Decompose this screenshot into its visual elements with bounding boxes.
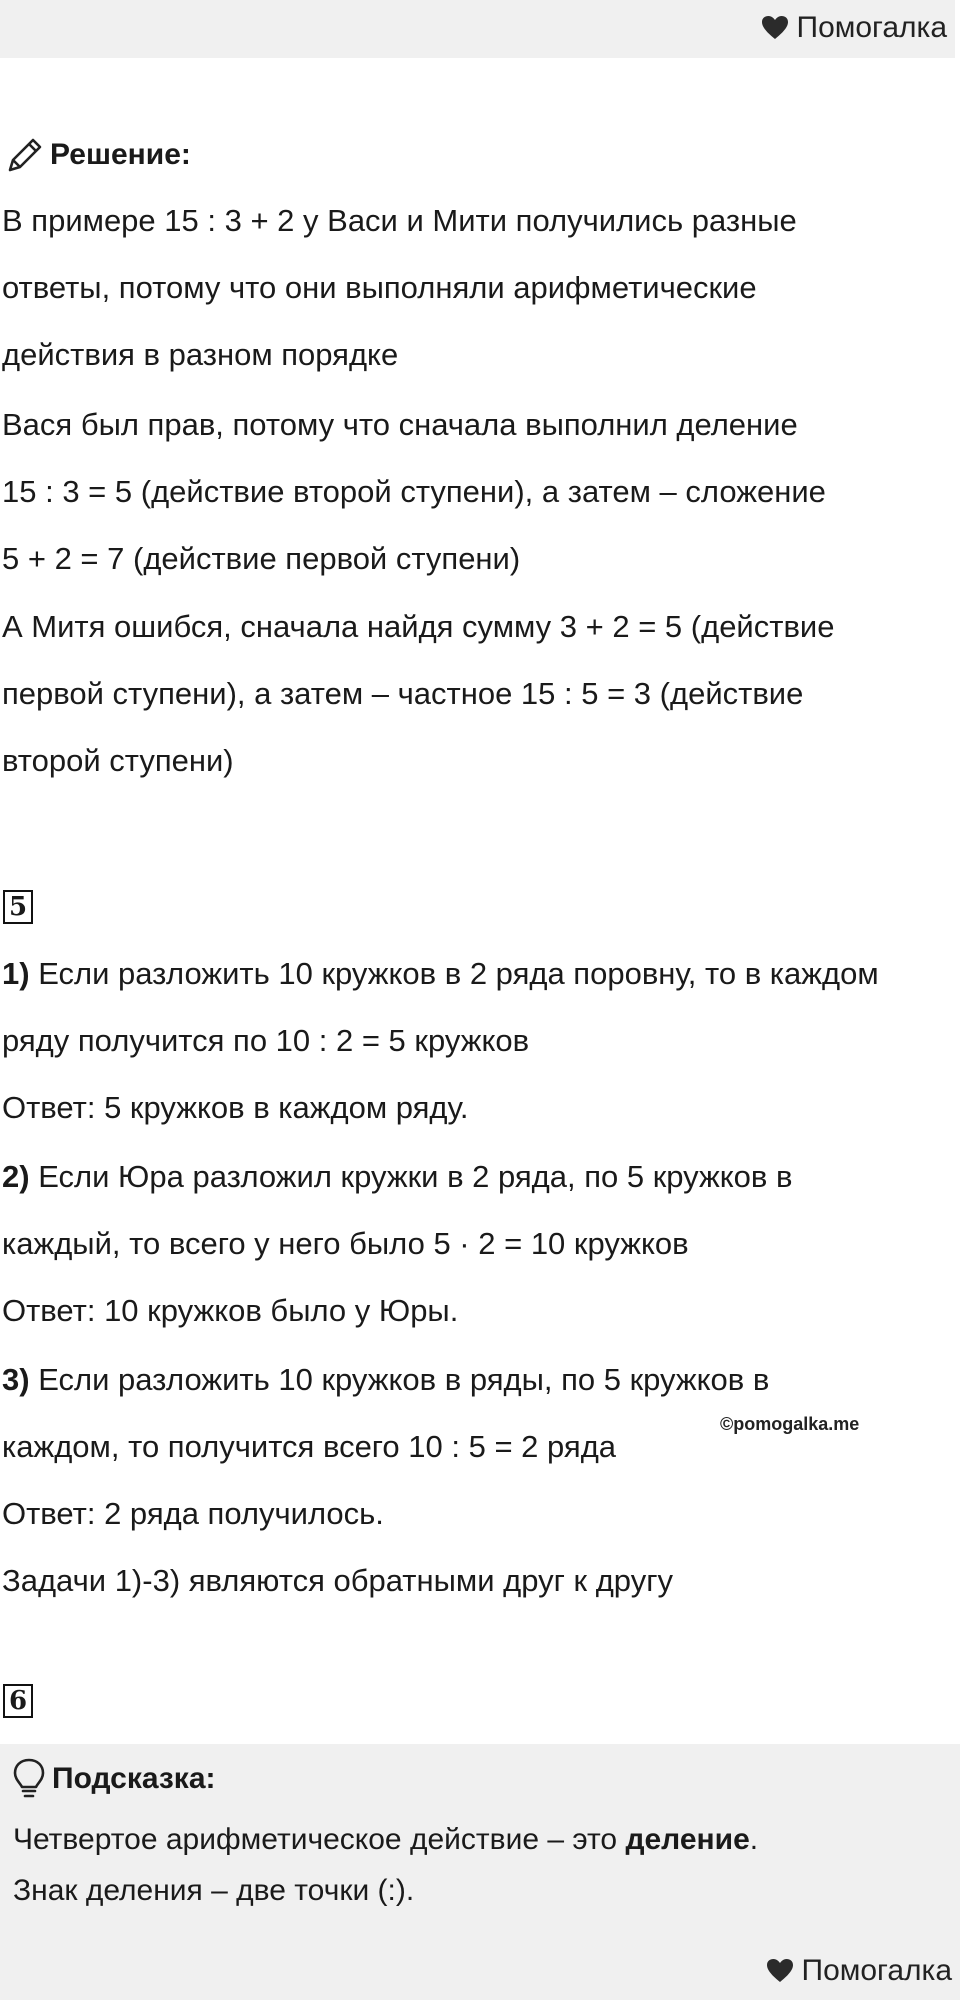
part-label: 3) [2, 1362, 30, 1397]
solution-line: второй ступени) [2, 743, 234, 778]
hint-heading [12, 1758, 216, 1800]
solution-line: ответы, потому что они выполняли арифметические [2, 270, 757, 305]
solution-line: А Митя ошибся, сначала найдя сумму 3 + 2 = 5 (действие [2, 609, 835, 644]
task5-part1-answer: Ответ: 5 кружков в каждом ряду. [2, 1090, 469, 1125]
watermark: ©pomogalka.me [720, 1414, 860, 1434]
lightbulb-icon [12, 1758, 46, 1800]
hint-title: Подсказка: [52, 1762, 216, 1795]
part-text: Если Юра разложил кружки в 2 ряда, по 5 кружков в [29, 1159, 793, 1194]
brand-name: Помогалка [801, 1954, 952, 1987]
task5-part3-line2: каждом, то получится всего 10 : 5 = 2 ряда [2, 1429, 617, 1464]
hint-text: . [749, 1823, 759, 1856]
hint-line-2: Знак деления – две точки (:). [13, 1874, 415, 1907]
task5-part3-answer: Ответ: 2 ряда получилось. [2, 1496, 384, 1531]
solution-line: первой ступени), а затем – частное 15 : 5 = 3 (действие [2, 676, 804, 711]
task5-part1-line2: ряду получится по 10 : 2 = 5 кружков [2, 1023, 530, 1058]
task5-conclusion: Задачи 1)-3) являются обратными друг к другу [2, 1563, 673, 1598]
brand-name: Помогалка [796, 11, 947, 44]
top-banner [0, 0, 955, 58]
part-text: Если разложить 10 кружков в ряды, по 5 кружков в [29, 1362, 770, 1397]
hint-text: Четвертое арифметическое действие – это [13, 1823, 626, 1856]
brand-logo[interactable] [761, 11, 948, 45]
hint-line-1 [13, 1823, 758, 1857]
hint-panel [0, 1744, 960, 2000]
part-text: Если разложить 10 кружков в 2 ряда поровну, то в каждом [29, 956, 879, 991]
heart-icon [761, 15, 789, 41]
pencil-icon [6, 136, 44, 174]
hint-bold-term: деление [625, 1823, 750, 1856]
solution-line: 15 : 3 = 5 (действие второй ступени), а затем – сложение [2, 474, 826, 509]
solution-heading [6, 136, 191, 174]
task5-part2-line2: каждый, то всего у него было 5 · 2 = 10 кружков [2, 1226, 689, 1261]
part-label: 1) [2, 956, 30, 991]
task5-part3-line1 [2, 1362, 769, 1398]
solution-line: действия в разном порядке [2, 337, 399, 372]
task5-part2-line1 [2, 1159, 792, 1195]
task5-part1-line1 [2, 956, 879, 992]
heart-icon [766, 1958, 794, 1984]
task-number-6: 6 [3, 1684, 33, 1718]
solution-line: 5 + 2 = 7 (действие первой ступени) [2, 541, 521, 576]
brand-logo[interactable] [766, 1954, 953, 1988]
solution-line: Вася был прав, потому что сначала выполнил деление [2, 407, 798, 442]
part-label: 2) [2, 1159, 30, 1194]
solution-line: В примере 15 : 3 + 2 у Васи и Мити получились разные [2, 203, 797, 238]
solution-title: Решение: [50, 138, 191, 171]
task5-part2-answer: Ответ: 10 кружков было у Юры. [2, 1293, 459, 1328]
task-number-5: 5 [3, 890, 33, 924]
